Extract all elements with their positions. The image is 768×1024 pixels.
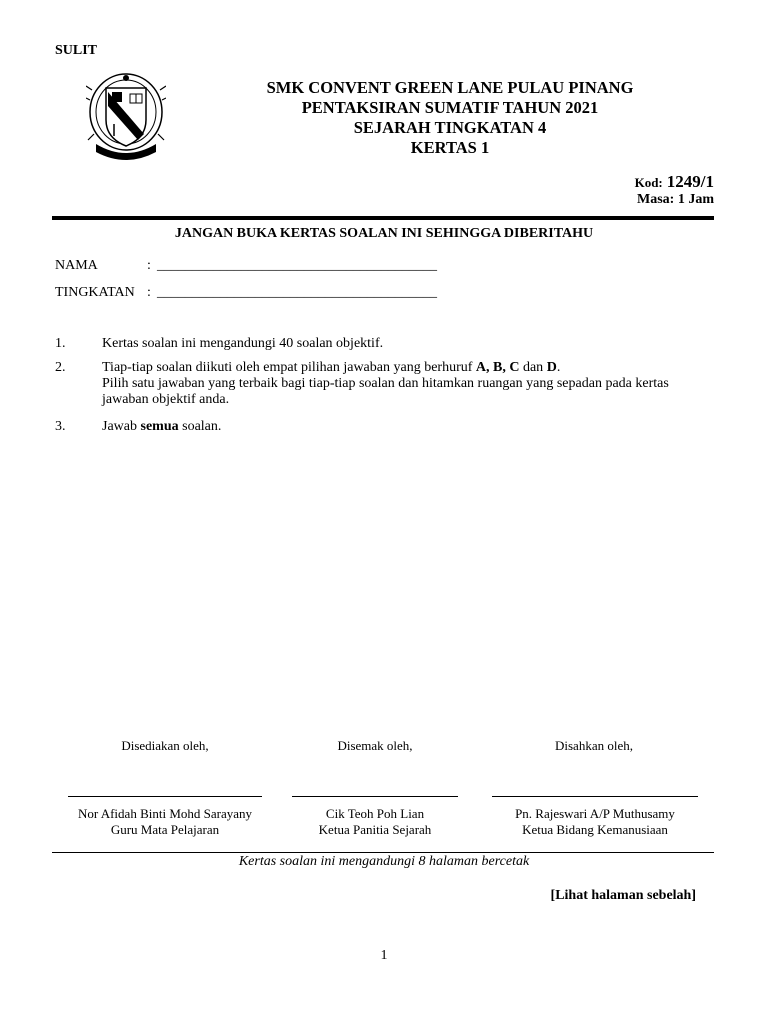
checked-by-label: Disemak oleh, <box>337 738 413 753</box>
sulit-label: SULIT <box>55 43 98 58</box>
form-field-line[interactable]: ________________________________________ <box>157 285 437 300</box>
paper-code-label: Kod: <box>634 175 663 190</box>
exam-duration: Masa: 1 Jam <box>637 192 714 207</box>
assessment-name: PENTAKSIRAN SUMATIF TAHUN 2021 <box>301 98 599 117</box>
checked-by-signature-line <box>292 796 458 797</box>
prepared-by-label: Disediakan oleh, <box>121 738 209 753</box>
page-number: 1 <box>380 948 388 963</box>
subject-name: SEJARAH TINGKATAN 4 <box>353 118 547 137</box>
page-count-note: Kertas soalan ini mengandungi 8 halaman bercetak <box>238 854 530 869</box>
approved-by-label: Disahkan oleh, <box>555 738 633 753</box>
prepared-by-signature-line <box>68 796 262 797</box>
see-next-page-note: [Lihat halaman sebelah] <box>550 888 696 903</box>
instruction-1: 1. Kertas soalan ini mengandungi 40 soalan objektif. <box>55 336 384 351</box>
school-crest-logo <box>86 70 166 166</box>
paper-code <box>635 172 714 192</box>
instruction-2: 2. Tiap-tiap soalan diikuti oleh empat pilihan jawaban yang berhuruf A, B, C dan D. Pilih satu jawaban yang terbaik bagi tiap-tiap soalan dan hitamkan ruangan yang sepadan pada kertas jawaban objektif anda. <box>55 360 669 407</box>
prepared-by-name: Nor Afidah Binti Mohd Sarayany <box>77 806 253 821</box>
instruction-3: 3. Jawab semua soalan. <box>55 419 222 434</box>
header-divider <box>52 216 714 220</box>
prepared-by-title: Guru Mata Pelajaran <box>110 822 220 837</box>
checked-by-title: Ketua Panitia Sejarah <box>318 822 432 837</box>
name-field-label: NAMA <box>55 258 98 273</box>
approved-by-signature-line <box>492 796 698 797</box>
checked-by-name: Cik Teoh Poh Lian <box>325 806 425 821</box>
paper-code-value: 1249/1 <box>666 172 714 191</box>
form-field[interactable]: TINGKATAN : ________________________________________ <box>55 285 437 300</box>
do-not-open-warning: JANGAN BUKA KERTAS SOALAN INI SEHINGGA DIBERITAHU <box>174 226 594 241</box>
school-name: SMK CONVENT GREEN LANE PULAU PINANG <box>266 78 634 97</box>
approved-by-name: Pn. Rajeswari A/P Muthusamy <box>515 806 675 821</box>
footer-divider <box>52 852 714 853</box>
document-title-block <box>210 78 690 158</box>
form-field-label: TINGKATAN <box>55 285 135 300</box>
name-field-line[interactable]: ________________________________________ <box>157 258 437 273</box>
name-field[interactable]: NAMA : ________________________________________ <box>55 258 437 273</box>
approved-by-title: Ketua Bidang Kemanusiaan <box>522 822 668 837</box>
paper-name: KERTAS 1 <box>410 138 490 157</box>
